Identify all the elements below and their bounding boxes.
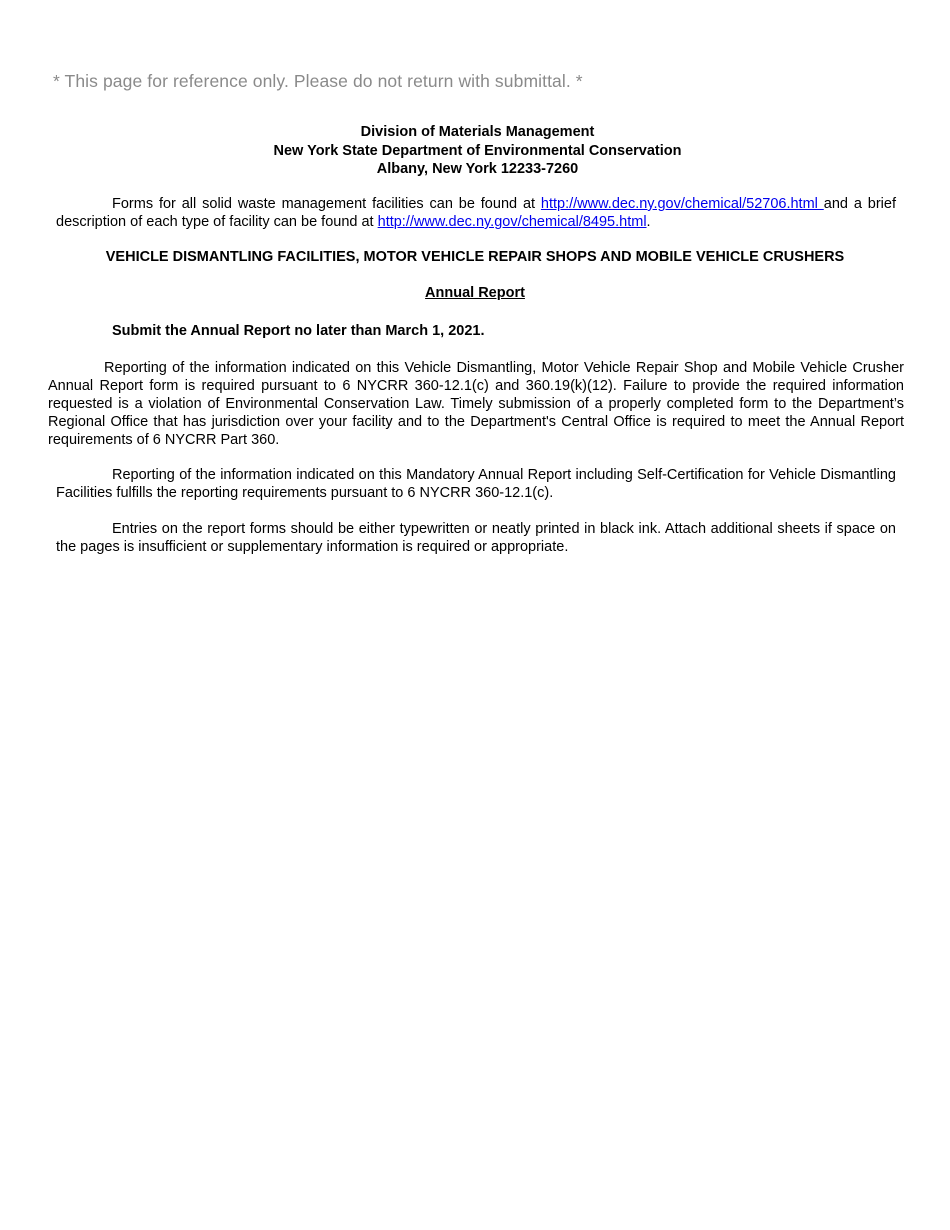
forms-text-2: and a brief description of each type of facility can be found at [56, 196, 896, 230]
agency-header [0, 123, 950, 179]
self-certification-paragraph: Reporting of the information indicated on this Mandatory Annual Report including Self-Certification for Vehicle Dismantling Facilities fulfills the reporting requirements pursuant to 6 NYCRR 360-12.1(c). [56, 467, 896, 501]
submission-deadline: Submit the Annual Report no later than March 1, 2021. [112, 323, 485, 339]
entries-paragraph: Entries on the report forms should be either typewritten or neatly printed in black ink. Attach additional sheets if space on the pages is insufficient or supplementary information is required or appropriate. [56, 521, 896, 555]
forms-paragraph [56, 195, 896, 231]
forms-text-3: . [646, 214, 651, 230]
department-name: New York State Department of Environmental Conservation [273, 142, 682, 159]
agency-address: Albany, New York 12233-7260 [376, 161, 579, 177]
document-title: VEHICLE DISMANTLING FACILITIES, MOTOR VEHICLE REPAIR SHOPS AND MOBILE VEHICLE CRUSHERS [105, 249, 845, 265]
forms-link[interactable]: http://www.dec.ny.gov/chemical/52706.html [540, 196, 824, 212]
division-name: Division of Materials Management [360, 124, 595, 140]
document-subtitle: Annual Report [425, 285, 525, 301]
forms-text-1: Forms for all solid waste management facilities can be found at [112, 196, 541, 212]
facility-description-link[interactable]: http://www.dec.ny.gov/chemical/8495.html [377, 214, 647, 230]
requirement-paragraph: Reporting of the information indicated on this Vehicle Dismantling, Motor Vehicle Repair Shop and Mobile Vehicle Crusher Annual Report form is required pursuant to 6 NYCRR 360-12.1(c) and 360.19(k)(12). Failure to provide the required information requested is a violation of Environmental Conservation Law. Timely submission of a properly completed form to the Department’s Regional Office that has jurisdiction over your facility and to the Department's Central Office is required to meet the Annual Report requirements of 6 NYCRR Part 360. [48, 360, 904, 448]
reference-only-note: * This page for reference only. Please do not return with submittal. * [53, 71, 583, 91]
